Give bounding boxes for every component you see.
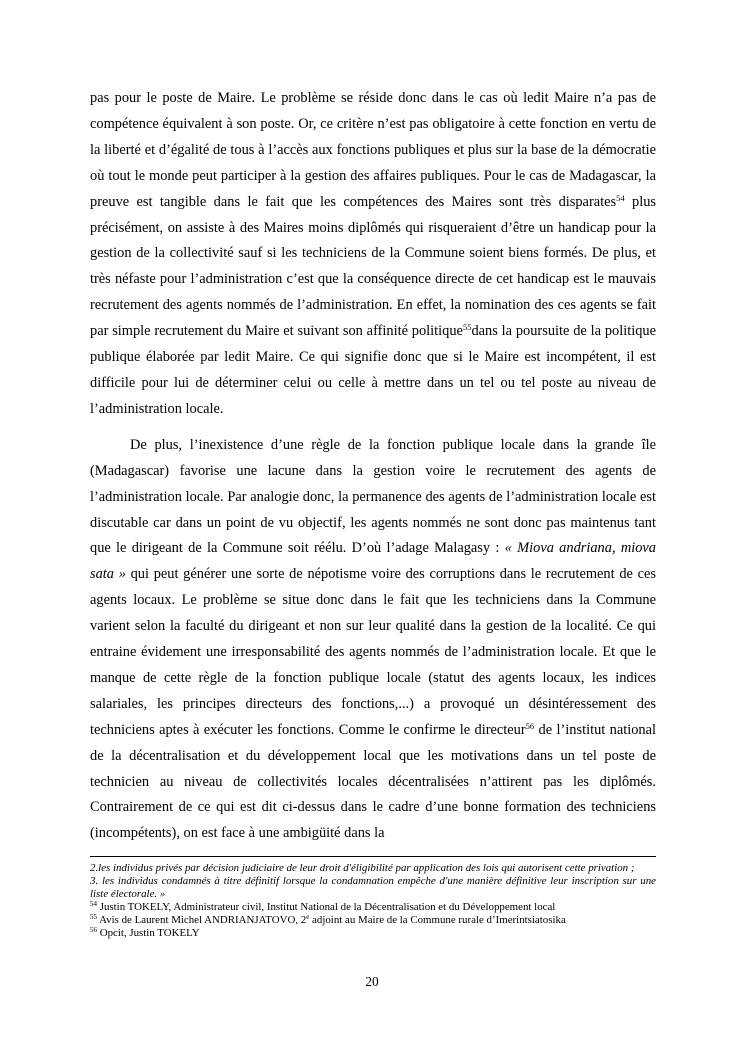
footnote-56-number: 56: [90, 926, 97, 935]
page-number: 20: [365, 974, 379, 989]
paragraph-1-text-c: dans la poursuite de la politique publique élaborée par ledit Maire. Ce qui signifie donc que si le Maire est incompétent, il est difficile pour lui de déterminer celui ou celle à mettre dans un tel ou tel poste au niveau de l’administration locale.: [90, 323, 656, 417]
footnote-55-text-b: adjoint au Maire de la Commune rurale d’Imerintsiatosika: [309, 914, 566, 927]
footnote-55: [90, 914, 656, 927]
footnote-56-text: Opcit, Justin TOKELY: [97, 927, 200, 940]
footnote-54-number: 54: [90, 900, 97, 909]
paragraph-2-text-c: de l’institut national de la décentralisation et du développement local que les motivations dans un tel poste de technicien au niveau de collectivités locales décentralisées n’attirent pas les diplômés. Contrairement de ce qui est dit ci-dessus dans le cadre d’une bonne formation des techniciens (incompétents), on est face à une ambigüité dans la: [90, 721, 656, 842]
paragraph-1-text-a: pas pour le poste de Maire. Le problème se réside donc dans le cas où ledit Maire n’a pas de compétence équivalent à son poste. Or, ce critère n’est pas obligatoire à cette fonction en vertu de la liberté et d’égalité de tous à l’accès aux fonctions publiques et plus sur la base de la démocratie où tout le monde peut participer à la gestion des affaires publiques. Pour le cas de Madagascar, la preuve est tangible dans le fait que les compétences des Maires sont très disparates: [90, 90, 656, 210]
footnotes: [90, 862, 656, 941]
footnote-continuation-1: 2.les individus privés par décision judiciaire de leur droit d'éligibilité par application des lois qui autorisent cette privation ;: [90, 862, 635, 874]
footnote-ref-54[interactable]: 54: [616, 192, 625, 203]
page-body: [90, 86, 656, 847]
paragraph-2-text-b: qui peut générer une sorte de népotisme voire des corruptions dans le recrutement de ces agents locaux. Le problème se situe donc dans le fait que les techniciens dans la Commune varient selon la faculté du dirigeant et non sur leur qualité dans la gestion de la localité. Ce qui entraine évidement une irresponsabilité des agents nommés de l’administration locale. Et que le manque de cette règle de la fonction publique locale (statut des agents locaux, les indices salariales, les principes directeurs des fonctions,...) a provoqué un désintéressement des techniciens aptes à exécuter les fonctions. Comme le confirme le directeur: [90, 566, 656, 738]
paragraph-2-text-a: De plus, l’inexistence d’une règle de la fonction publique locale dans la grande île (Madagascar) favorise une lacune dans la gestion voire le recrutement des agents de l’administration locale. Par analogie donc, la permanence des agents de l’administration locale est discutable car dans un point de vu objectif, les agents nommés ne sont donc pas maintenus tant que le dirigeant de la Commune soit réélu. D’où l’adage Malagasy :: [90, 436, 656, 557]
malagasy-quote: « Miova andriana, miova sata »: [90, 540, 657, 583]
footnote-ref-55[interactable]: 55: [462, 322, 472, 333]
paragraph-1: [90, 86, 656, 423]
footnote-54-text: Justin TOKELY, Administrateur civil, Institut National de la Décentralisation et du Développement local: [97, 901, 556, 914]
footnote-55-number: 55: [90, 913, 97, 922]
footnote-54: [90, 901, 656, 914]
footnote-55-text-a: Avis de Laurent Michel ANDRIANJATOVO, 2: [97, 914, 307, 927]
footnote-separator: [90, 856, 656, 857]
paragraph-2: [90, 433, 656, 848]
ordinal-superscript: e: [306, 913, 310, 922]
footnote-56: [90, 927, 656, 940]
footnote-continuation-2: 3. les individus condamnés à titre définitif lorsque la condamnation empêche d'une manière définitive leur inscription sur une liste électorale. »: [90, 875, 656, 901]
footnote-ref-56[interactable]: 56: [525, 720, 535, 731]
paragraph-1-text-b: plus précisément, on assiste à des Maires moins diplômés qui risqueraient d’être un handicap pour la gestion de la collectivité sauf si les techniciens de la Commune soient biens formés. De plus, et très néfaste pour l’administration c’est que la conséquence directe de cet handicap est le mauvais recrutement des agents nommés de l’administration. En effet, la nomination des ces agents se fait par simple recrutement du Maire et suivant son affinité politique: [90, 193, 656, 340]
